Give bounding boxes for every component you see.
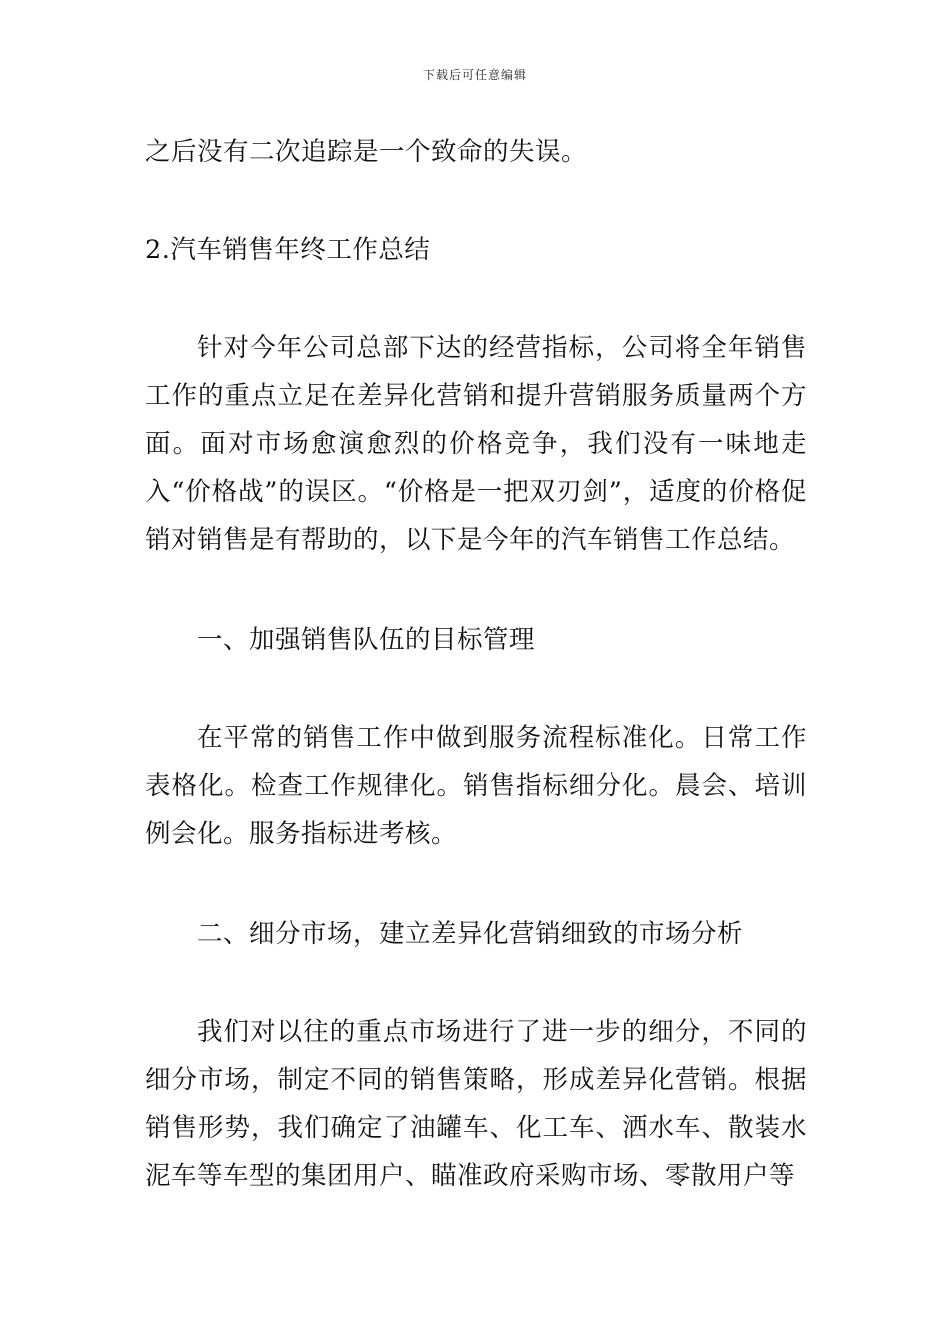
paragraph-continuation: 之后没有二次追踪是一个致命的失误。: [145, 137, 588, 167]
paragraph-target-management: 在平常的销售工作中做到服务流程标准化。日常工作表格化。检查工作规律化。销售指标细分化。晨会、培训例会化。服务指标进考核。: [145, 723, 807, 849]
section-title: 2.汽车销售年终工作总结: [145, 235, 431, 265]
subheading-2: 二、细分市场，建立差异化营销细致的市场分析: [197, 919, 744, 949]
paragraph-market-segmentation: 我们对以往的重点市场进行了进一步的细分，不同的细分市场，制定不同的销售策略，形成差异化营销。根据销售形势，我们确定了油罐车、化工车、洒水车、散装水泥车等车型的集团用户、瞄准政府采购市场、零散用户等: [145, 1017, 807, 1191]
paragraph-intro: 针对今年公司总部下达的经营指标，公司将全年销售工作的重点立足在差异化营销和提升营销服务质量两个方面。面对市场愈演愈烈的价格竞争，我们没有一味地走入“价格战”的误区。“价格是一把双刃剑”，适度的价格促销对销售是有帮助的，以下是今年的汽车销售工作总结。: [145, 333, 807, 555]
subheading-1: 一、加强销售队伍的目标管理: [197, 625, 536, 655]
document-body: [145, 128, 807, 1200]
page-header-note: 下载后可任意编辑: [422, 68, 527, 82]
